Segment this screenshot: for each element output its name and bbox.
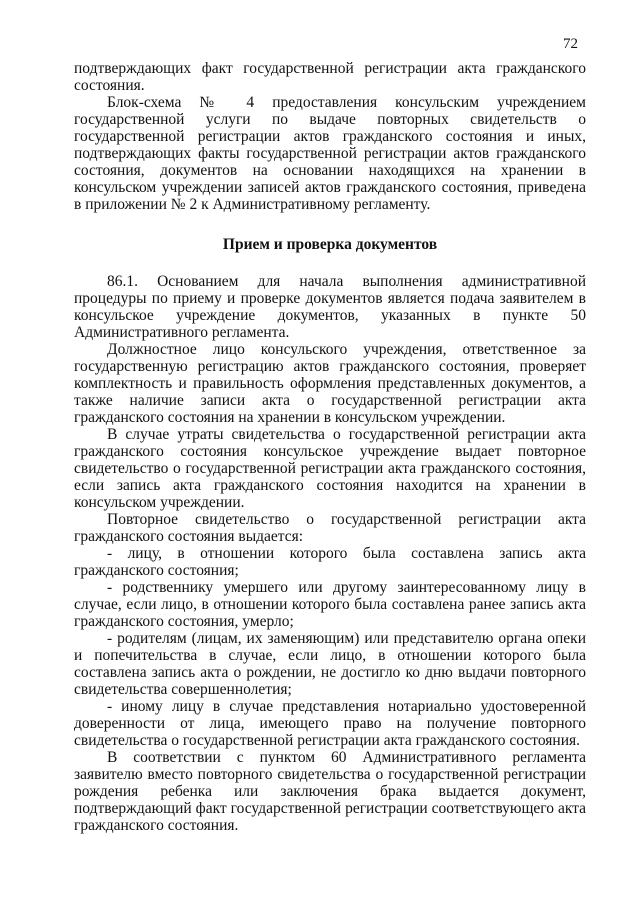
- list-item-parents: - родителям (лицам, их заменяющим) или представителю органа опеки и попечительства в случае, если лицо, в отношении которого была составлена запись акта о рождении, не достигло ко дню выдачи повторного свидетельства совершеннолетия;: [74, 630, 586, 698]
- list-item-person: - лицу, в отношении которого была составлена запись акта гражданского состояния;: [74, 545, 586, 579]
- repeat-certificate-issued-paragraph: Повторное свидетельство о государственной регистрации акта гражданского состояния выдается:: [74, 511, 586, 545]
- continuation-paragraph: подтверждающих факт государственной регистрации акта гражданского состояния.: [74, 60, 586, 94]
- paragraph-86-1: 86.1. Основанием для начала выполнения административной процедуры по приему и проверке документов является подача заявителем в консульское учреждение документов, указанных в пункте 50 Административного регламента.: [74, 273, 586, 341]
- block-scheme-paragraph: Блок-схема № 4 предоставления консульским учреждением государственной услуги по выдаче повторных свидетельств о государственной регистрации актов гражданского состояния и иных, подтверждающих факты государственной регистрации актов гражданского состояния, документов на основании находящихся на хранении в консульском учреждении записей актов гражданского состояния, приведена в приложении № 2 к Административному регламенту.: [74, 94, 586, 213]
- lost-certificate-paragraph: В случае утраты свидетельства о государственной регистрации акта гражданского состояния консульское учреждение выдает повторное свидетельство о государственной регистрации акта гражданского состояния, если запись акта гражданского состояния находится на хранении в консульском учреждении.: [74, 426, 586, 511]
- official-checks-paragraph: Должностное лицо консульского учреждения, ответственное за государственную регистрацию актов гражданского состояния, проверяет комплектность и правильность оформления представленных документов, а также наличие записи акта о государственной регистрации акта гражданского состояния на хранении в консульском учреждении.: [74, 341, 586, 426]
- section-heading: Прием и проверка документов: [222, 236, 438, 253]
- list-item-other-person: - иному лицу в случае представления нотариально удостоверенной доверенности от лица, имеющего право на получение повторного свидетельства о государственной регистрации акта гражданского состояния.: [74, 698, 586, 749]
- page-number: 72: [563, 36, 578, 52]
- list-item-relative: - родственнику умершего или другому заинтересованному лицу в случае, если лицо, в отношении которого была составлена ранее запись акта гражданского состояния, умерло;: [74, 579, 586, 630]
- document-body: [74, 60, 586, 834]
- paragraph-60-reference: В соответствии с пунктом 60 Административного регламента заявителю вместо повторного свидетельства о государственной регистрации рождения ребенка или заключения брака выдается документ, подтверждающий факт государственной регистрации соответствующего акта гражданского состояния.: [74, 749, 586, 834]
